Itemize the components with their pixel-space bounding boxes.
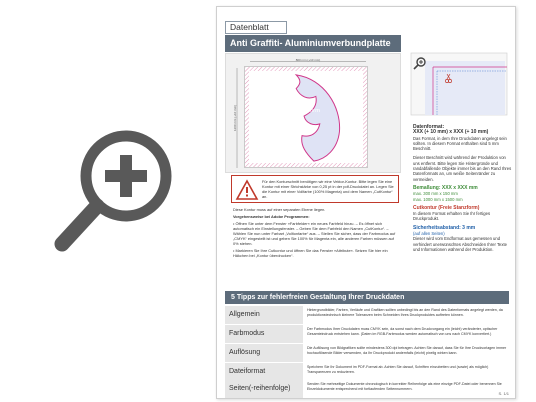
instructions-p1: Diese Kontur muss auf einer separaten Ebene liegen. xyxy=(233,207,326,212)
product-template-panel xyxy=(225,53,401,173)
dimension-sub-1: max. 300 mm x 150 mm xyxy=(413,191,458,197)
format-value: XXX (+ 10 mm) x XXX (+ 10 mm) xyxy=(413,129,489,136)
document-tab-label: Datenblatt xyxy=(225,21,287,34)
cut-contour-heading: Cutkontur (Freie Stanzform) xyxy=(413,204,480,211)
tip-text: Hintergrundbilder, Farben, Verläufe und Grafiken sollten unbedingt bis an den Rand des Datenformats angelegt werden, da produktionstechnisch kleinere Toleranzen beim Schneiden Ihres Druckproduktes auftreten können. xyxy=(307,308,503,317)
tip-label: Farbmodus xyxy=(225,325,303,343)
specification-column xyxy=(413,125,513,256)
tip-label: Auflösung xyxy=(225,344,303,362)
zoom-in-magnifier-icon[interactable] xyxy=(48,122,180,272)
sheet-motif-label: Motiv-Form xyxy=(290,108,321,115)
instructions-p3: • Öffnen Sie unter dem Fenster »Farbfelder« ein neues Farbfeld hinzu. – Es öffnet sich automatisch ein Einstellungsfenster. – Geben Sie dem Farbfeld den Namen „CutKontur“. – Wählen Sie nun unter Farbart „Volltonfarbe“ aus. – Stellen Sie sicher, dass der Farbmodus auf „CMYK“ eingestellt ist und geben Sie 100% für Magenta ein, alle anderen Farben müssen auf 0% stehen. xyxy=(233,221,396,246)
template-sheet xyxy=(244,66,368,168)
safety-margin-text: Dieser wird vom Endformat aus gemessen und verhindert unerwünschtes Abschneiden Ihrer Texte und Informationen während der Produktion. xyxy=(413,236,507,252)
format-heading: Datenformat: xyxy=(413,124,445,130)
tips-section-title: 5 Tipps zur fehlerfreien Gestaltung Ihrer Druckdaten xyxy=(225,291,509,304)
instructions-block xyxy=(233,207,399,260)
warning-text: Für den Konturschnitt benötigen wir eine Vektor-Kontur. Bitte legen Sie eine Kontur mit einer Strichstärke von 0,25 pt in der pdf-Druckdatei an. Legen Sie die Kontur mit einer Vollfarbe (100% Magenta) und dem Namen „CutKontur“ an. xyxy=(262,179,394,199)
tip-label: Dateiformat xyxy=(225,363,303,381)
datasheet-document xyxy=(216,6,516,399)
dimension-top-label: 800 mm (+10 mm) xyxy=(295,58,321,62)
tip-text: Speichern Sie Ihr Dokument im PDF-Format ab. Achten Sie darauf, Schriften einzubetten und (sowie) als möglich) Transparenzen zu reduzieren. xyxy=(307,365,489,374)
tip-row-allgemein xyxy=(225,306,509,324)
instructions-heading: Vorgehensweise bei Adobe Programmen: xyxy=(233,214,310,219)
tip-text: Senden Sie mehrseitige Dokumente chronologisch in korrekter Reihenfolge als eine einzige PDF-Datei oder benennen Sie Einzeldokumente entsprechend mit fortlaufenden Seitennummern. xyxy=(307,382,502,391)
cut-contour-warning xyxy=(231,175,399,203)
document-title: Anti Graffiti- Aluminiumverbundplatte xyxy=(225,35,401,52)
dimension-heading: Bemaßung: XXX x XXX mm xyxy=(413,184,478,191)
dimension-left xyxy=(234,68,240,168)
dimension-left-label: 1200 mm (+10 mm) xyxy=(233,104,237,132)
tip-row-dateiformat xyxy=(225,363,509,381)
tip-row-seitenreihenfolge xyxy=(225,380,509,398)
cut-contour-text: In diesem Format erhalten Sie Ihr fertiges Druckprodukt. xyxy=(413,211,491,222)
tip-text: Der Farbmodus Ihrer Druckdaten muss CMYK sein, da sonst nach dem Druckvorgang ein (leicht) veränderter, optischer Gesamteindruck entstehen kann. (Daten im RGB-Farbmodus werden automatisch von uns nach CMYK konvertiert.) xyxy=(307,327,498,336)
format-text: Das Format, in dem Ihre Druckdaten angelegt sein sollten. In diesem Format enthalten sind 5 mm Beschnitt. xyxy=(413,135,507,152)
bleed-preview-thumbnail[interactable] xyxy=(411,53,507,115)
dimension-sub-2: max. 1000 mm x 1500 mm xyxy=(413,196,463,202)
page-number: S. 1/1 xyxy=(498,391,509,396)
warning-triangle-icon xyxy=(236,180,258,200)
tip-row-aufloesung xyxy=(225,344,509,362)
tip-label: Seiten(-reihenfolge) xyxy=(225,380,303,398)
format-note: Dieser Beschnitt wird während der Produktion von uns entfernt. Bitte legen Sie Hintergründe und randabfallende Objekte immer bis an den Rand Ihres Datenformats an, um weiße Seitenränder zu vermeiden. xyxy=(413,155,512,182)
dimension-top xyxy=(250,59,366,64)
tip-text: Die Auflösung von Bildgrafiken sollte mindestens 300 dpi betragen. Achten Sie darauf, dass Sie für Ihre Druckvorlagen immer hochauflösende Bilder verwenden, da Ihr Druckprodukt andernfalls (leicht) pixelig wirken kann. xyxy=(307,346,507,355)
safety-margin-sub: (auf allen Seiten) xyxy=(413,231,445,237)
safety-margin-heading: Sicherheitsabstand: 3 mm xyxy=(413,224,476,231)
tip-row-farbmodus xyxy=(225,325,509,343)
instructions-p4: • Markieren Sie Ihre Cutkontur und öffnen Sie das Fenster »Attribute«. Setzen Sie hier ein Häkchen bei „Kontur überdrucken“. xyxy=(233,248,388,258)
tip-label: Allgemein xyxy=(225,306,303,324)
